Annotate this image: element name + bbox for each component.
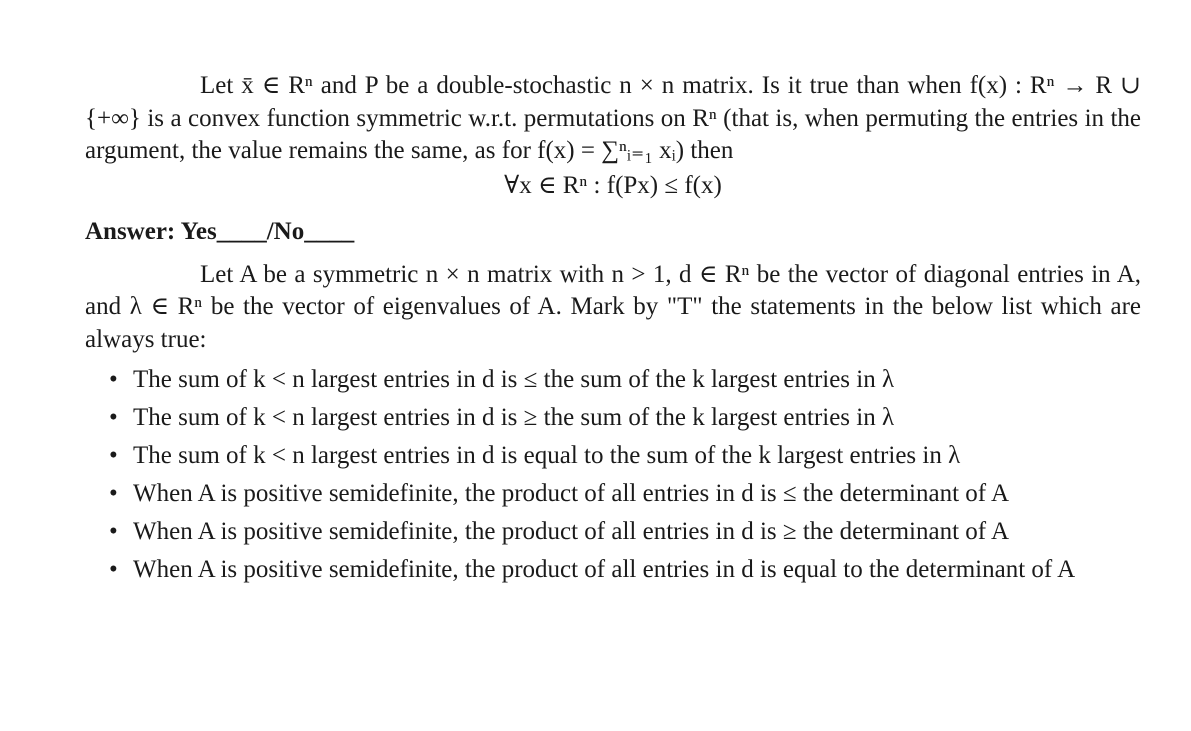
statement-text: When A is positive semidefinite, the product of all entries in d is ≤ the determinant of A [133, 480, 1010, 507]
display-equation: ∀x ∈ Rⁿ : f(Px) ≤ f(x) [504, 171, 722, 199]
bullet-icon: • [109, 442, 118, 469]
statement-item [85, 364, 1141, 396]
bullet-icon: • [109, 366, 118, 393]
statement-list [85, 364, 1141, 586]
document [85, 70, 1141, 592]
statement-item [85, 516, 1141, 548]
statement-text: The sum of k < n largest entries in d is ≤ the sum of the k largest entries in λ [133, 366, 895, 393]
statement-item [85, 440, 1141, 472]
statement-text: The sum of k < n largest entries in d is ≥ the sum of the k largest entries in λ [133, 404, 895, 431]
answer-line: Answer: Yes____/No____ [85, 218, 355, 245]
question1-paragraph: Let x̄ ∈ Rⁿ and P be a double-stochastic n × n matrix. Is it true than when f(x) : Rⁿ → R ∪ {+∞} is a convex function symmetric w.r.t. permutations on Rⁿ (that is, when permuting the entries in the argument, the value remains the same, as for f(x) = ∑ⁿᵢ₌₁ xᵢ) then [85, 72, 1141, 164]
bullet-icon: • [109, 556, 118, 583]
question2-paragraph: Let A be a symmetric n × n matrix with n > 1, d ∈ Rⁿ be the vector of diagonal entries in A, and λ ∈ Rⁿ be the vector of eigenvalues of A. Mark by "T" the statements in the below list which are always true: [85, 260, 1141, 353]
statement-text: When A is positive semidefinite, the product of all entries in d is equal to the determinant of A [133, 556, 1076, 583]
bullet-icon: • [109, 404, 118, 431]
statement-text: When A is positive semidefinite, the product of all entries in d is ≥ the determinant of A [133, 518, 1010, 545]
bullet-icon: • [109, 518, 118, 545]
statement-item [85, 402, 1141, 434]
statement-text: The sum of k < n largest entries in d is equal to the sum of the k largest entries in λ [133, 442, 961, 469]
statement-item [85, 478, 1141, 510]
statement-item [85, 554, 1141, 586]
bullet-icon: • [109, 480, 118, 507]
